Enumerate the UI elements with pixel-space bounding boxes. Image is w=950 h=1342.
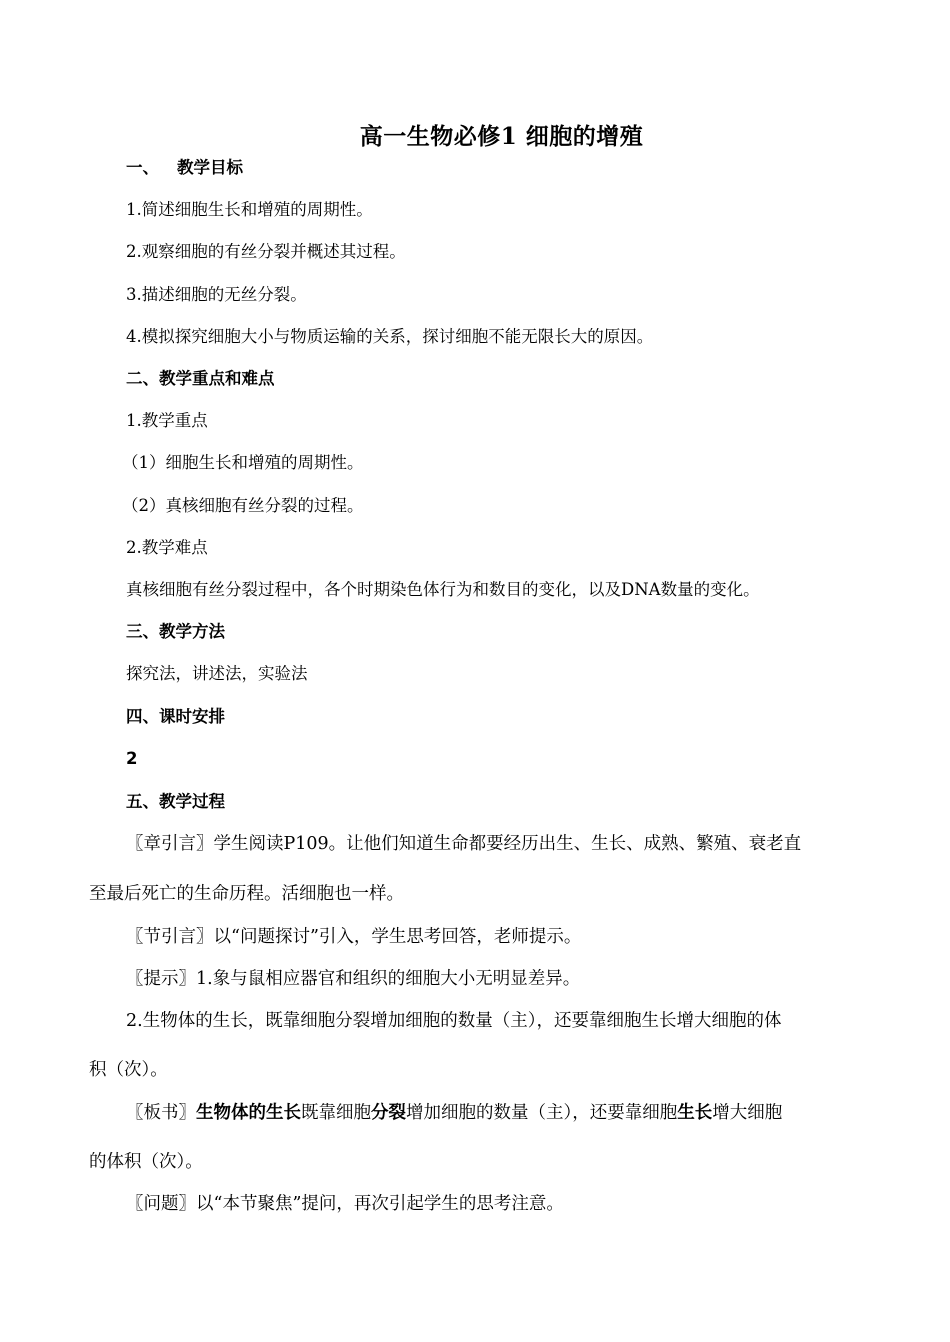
section-heading-methods: 三、教学方法	[126, 622, 225, 641]
schedule-value: 2	[126, 749, 138, 768]
objective-item: 3.描述细胞的无丝分裂。	[126, 285, 307, 304]
page-title: 高一生物必修1 细胞的增殖	[359, 123, 644, 150]
board-note-text: 既靠细胞	[301, 1103, 371, 1123]
question-note: 〖问题〗以“本节聚焦”提问，再次引起学生的思考注意。	[126, 1194, 564, 1214]
board-note-line2: 的体积（次）。	[89, 1152, 203, 1172]
section-heading-key-points: 二、教学重点和难点	[126, 369, 275, 388]
heading-text: 教学目标	[177, 158, 243, 177]
board-note-text: 增加细胞的数量（主），还要靠细胞	[406, 1103, 678, 1123]
hint-2-line2: 积（次）。	[89, 1060, 168, 1080]
hint-1: 〖提示〗1.象与鼠相应器官和组织的细胞大小无明显差异。	[126, 969, 581, 989]
board-note-text: 增大细胞	[712, 1103, 783, 1123]
section-heading-objectives	[126, 156, 243, 180]
key-point-item: （1）细胞生长和增殖的周期性。	[122, 453, 364, 472]
methods-text: 探究法，讲述法，实验法	[126, 664, 308, 683]
section-heading-schedule: 四、课时安排	[126, 707, 225, 726]
chapter-intro-line1: 〖章引言〗学生阅读P109。让他们知道生命都要经历出生、生长、成熟、繁殖、衰老直	[126, 834, 802, 854]
key-points-label: 1.教学重点	[126, 411, 208, 430]
board-note-label: 〖板书〗	[126, 1103, 196, 1123]
difficult-points-text: 真核细胞有丝分裂过程中，各个时期染色体行为和数目的变化，以及DNA数量的变化。	[126, 580, 760, 599]
keyword-growth-of-organism: 生物体的生长	[196, 1103, 301, 1123]
keyword-division: 分裂	[371, 1103, 406, 1123]
objective-item: 1.简述细胞生长和增殖的周期性。	[126, 200, 373, 219]
objective-item: 2.观察细胞的有丝分裂并概述其过程。	[126, 242, 406, 261]
section-intro: 〖节引言〗以“问题探讨”引入，学生思考回答，老师提示。	[126, 927, 582, 947]
section-heading-process: 五、教学过程	[126, 792, 225, 811]
objective-item: 4.模拟探究细胞大小与物质运输的关系，探讨细胞不能无限长大的原因。	[126, 327, 654, 346]
difficult-points-label: 2.教学难点	[126, 538, 208, 557]
chapter-intro-line2: 至最后死亡的生命历程。活细胞也一样。	[89, 884, 404, 904]
heading-number: 一、	[126, 158, 159, 177]
hint-2-line1: 2.生物体的生长，既靠细胞分裂增加细胞的数量（主），还要靠细胞生长增大细胞的体	[126, 1011, 782, 1031]
key-point-item: （2）真核细胞有丝分裂的过程。	[122, 496, 364, 515]
board-note-line1	[126, 1101, 782, 1125]
keyword-growth: 生长	[677, 1103, 713, 1123]
